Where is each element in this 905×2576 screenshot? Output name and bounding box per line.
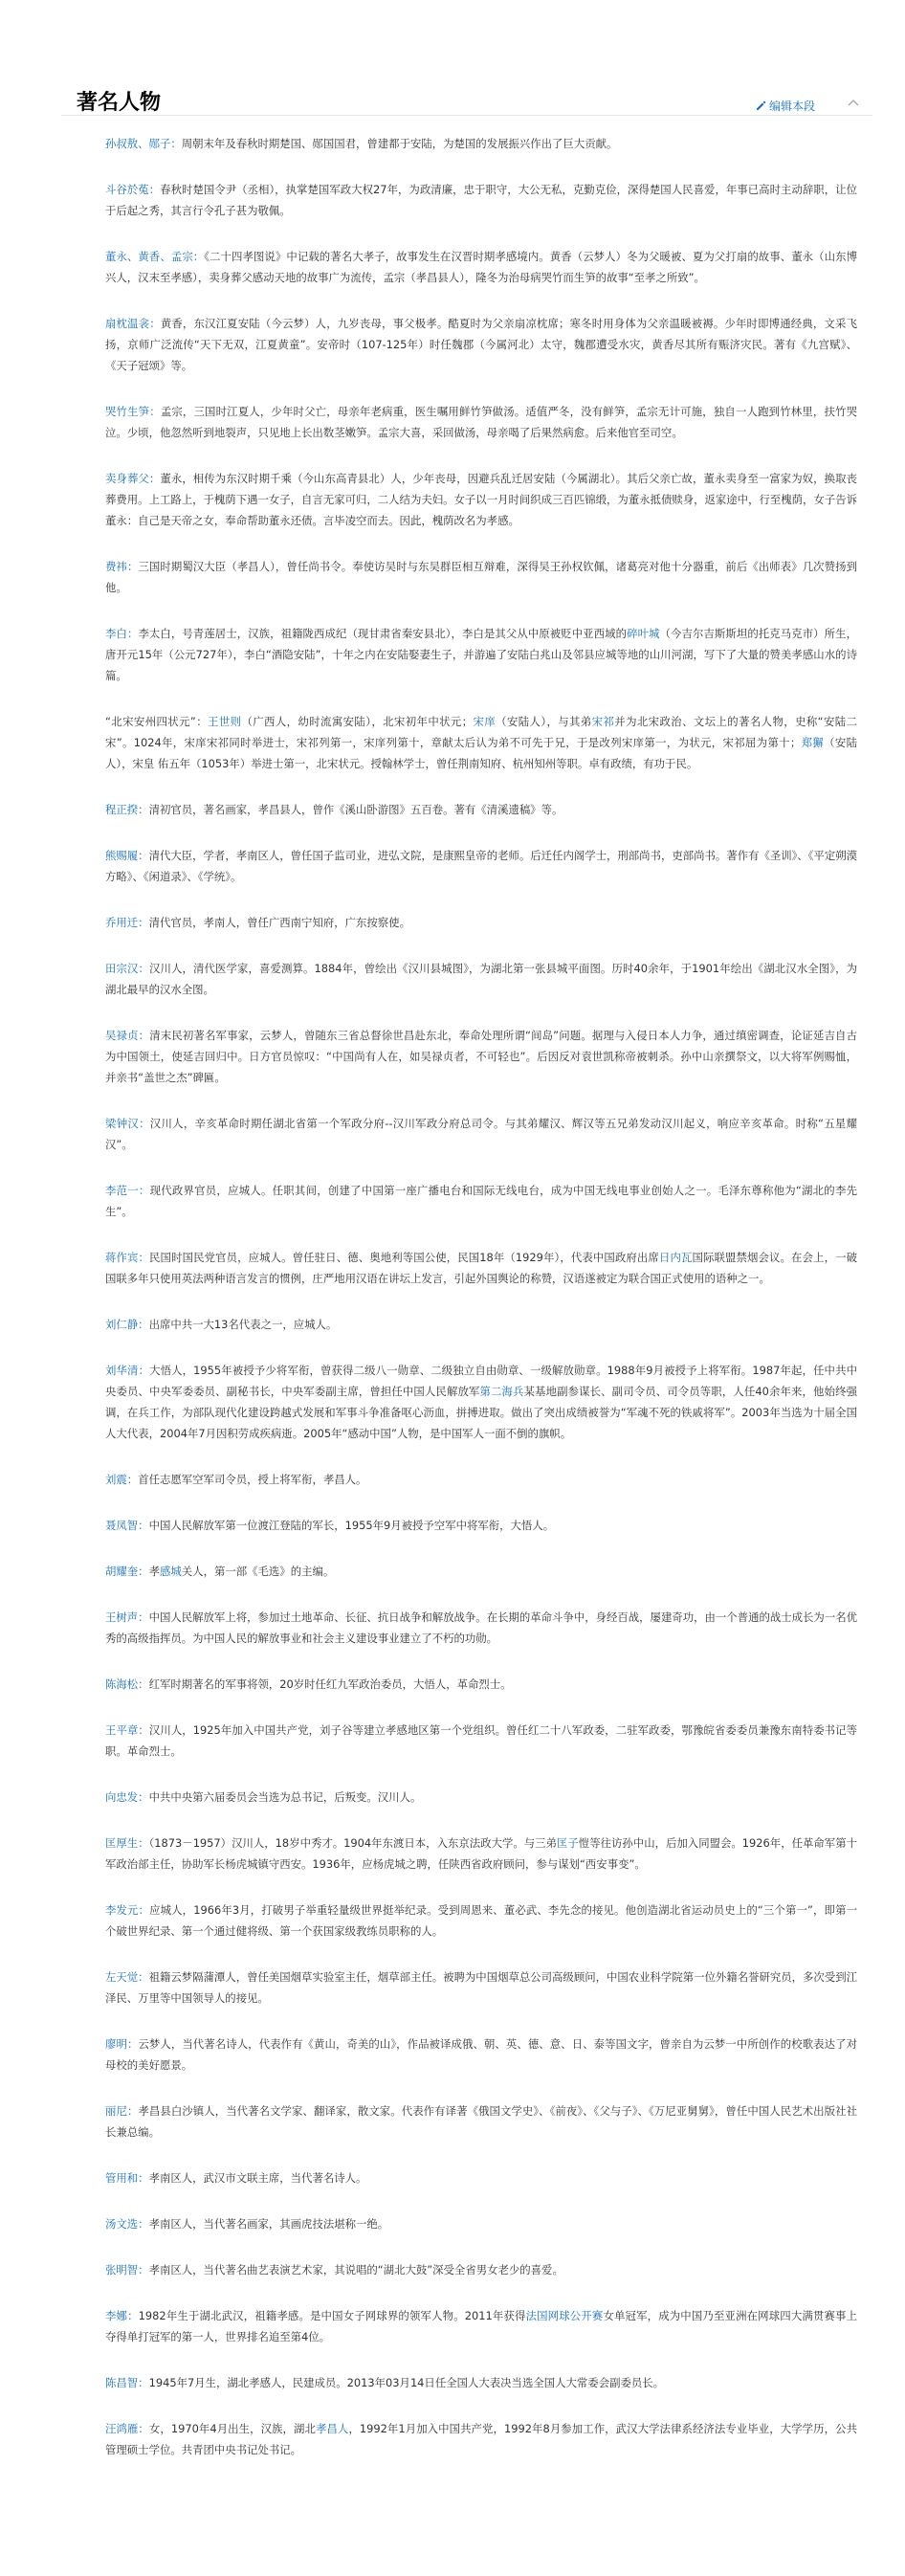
person-entry [105,2418,872,2460]
person-text: 云梦人，当代著名诗人，代表作有《黄山，奇美的山》，作品被译成俄、朝、英、德、意、日、泰等国文字，曾亲自为云梦一中所创作的校歌表达了对母校的美好愿景。 [105,2037,857,2072]
person-description [105,1247,857,1289]
person-name-link[interactable]: 李白： [105,627,139,640]
person-entry [105,1607,872,1649]
person-entry [105,1899,872,1942]
inline-link[interactable]: 碎叶城 [627,627,660,640]
person-entry [105,2213,872,2234]
person-entry [105,1720,872,1762]
person-text: 中国人民解放军上将，参加过土地革命、长征、抗日战争和解放战争。在长期的革命斗争中，身经百战，屡建奇功，由一个普通的战士成长为一名优秀的高级指挥员。为中国人民的解放事业和社会主义建设事业建立了不朽的功勋。 [105,1610,857,1645]
person-description [105,1720,857,1762]
person-name-link[interactable]: 匡厚生： [105,1836,149,1850]
person-name-link[interactable]: 斗谷於菟： [105,183,161,196]
person-text: 中共中央第六届委员会当选为总书记，后叛变。汉川人。 [148,1790,422,1804]
person-description [105,2372,857,2393]
person-description [105,1314,857,1335]
person-entry [105,2100,872,2143]
person-text: 应城人，1966年3月，打破男子举重轻量级世界挺举纪录。受到周恩来、董必武、李先念的接见。他创造湖北省运动员史上的“三个第一”，即第一个破世界纪录、第一个通过健将级、第一个获国家级教练员职称的人。 [105,1903,857,1938]
person-name-link[interactable]: 王平章： [105,1723,149,1737]
inline-link[interactable]: 孝昌人 [315,2422,349,2435]
person-name-link[interactable]: 程正揆： [105,803,149,816]
person-text: 孟宗，三国时江夏人，少年时父亡，母亲年老病重，医生嘱用鲜竹笋做汤。适值严冬，没有鲜笋，孟宗无计可施，独自一人跑到竹林里，扶竹哭泣。少顷，他忽然听到地裂声，只见地上长出数茎嫩笋。孟宗大喜，采回做汤，母亲喝了后果然病愈。后来他官至司空。 [105,405,857,439]
person-description [105,2259,857,2280]
person-name-link[interactable]: 梁钟汉： [105,1117,150,1130]
person-description [105,1360,857,1444]
person-description [105,313,857,376]
person-text: 1982年生于湖北武汉，祖籍孝感。是中国女子网球界的领军人物。2011年获得法国网球公开赛女单冠军，成为中国乃至亚洲在网球四大满贯赛事上夺得单打冠军的第一人，世界排名追至第4位。 [105,2309,857,2343]
person-name-link[interactable]: 蒋作宾： [105,1251,150,1264]
person-entry [105,1247,872,1289]
person-text: 出席中共一大13名代表之一，应城人。 [148,1318,338,1331]
person-text: 大悟人，1955年被授予少将军衔，曾获得二级八一勋章、二级独立自由勋章、一级解放勋章。1988年9月被授予上将军衔。1987年起，任中共中央委员、中央军委委员、副秘书长，中央军委副主席，曾担任中国人民解放军第二海兵某基地副参谋长、副司令员、司令员等职，人任40余年来，他始终强调，在兵工作，为部队现代化建设跨越式发展和军事斗争准备呕心沥血，拼搏进取。做出了突出成绩被誉为“军魂不死的铁戚将军”。2003年当选为十届全国人大代表，2004年7月因积劳成疾病逝。2005年“感动中国”人物，是中国军人一面不倒的旗帜。 [105,1364,857,1440]
person-entry [105,1561,872,1582]
person-name-link[interactable]: 乔用迁： [105,916,149,929]
person-description [105,912,857,933]
person-text: 汉川人，清代医学家，喜爱测算。1884年，曾绘出《汉川县城图》，为湖北第一张县城平面图。历时40余年，于1901年绘出《湖北汉水全图》，为湖北最早的汉水全图。 [105,962,857,996]
person-description [105,623,857,686]
person-text: 孝南区人，当代著名曲艺表演艺术家，其说唱的“湖北大鼓”深受全省男女老少的喜爱。 [148,2263,563,2276]
person-name-link[interactable]: 廖明： [105,2037,139,2051]
person-name-link[interactable]: 扇枕温衾： [105,317,161,330]
collapse-button[interactable] [846,96,861,111]
inline-link[interactable]: 郑獬 [801,736,825,749]
person-entry [105,2259,872,2280]
person-description [105,799,857,820]
person-text: 女，1970年4月出生，汉族，湖北孝昌人，1992年1月加入中国共产党，1992年8月参加工作，武汉大学法律系经济法专业毕业，大学学历，公共管理硕士学位。共青团中央书记处书记。 [105,2422,857,2456]
person-text: （1873－1957）汉川人，18岁中秀才。1904年东渡日本，入东京法政大学。与三弟匡子愷等往访孙中山，后加入同盟会。1926年，任革命军第十军政治部主任，协助军长杨虎城镇守西安。1936年，应杨虎城之聘，任陕西省政府顾问，参与谋划“西安事变”。 [105,1836,857,1871]
person-text: “北宋安州四状元”：王世则（广西人，幼时流寓安陆），北宋初年中状元；宋庠（安陆人），与其弟宋祁并为北宋政治、文坛上的著名人物，史称“安陆二宋”。1024年，宋庠宋祁同时举进士，宋祁列第一，宋庠列第十，章献太后认为弟不可先于兄，于是改列宋庠第一，为状元，宋祁屈为第十；郑獬（安陆人），宋皇 佑五年（1053年）举进士第一，北宋状元。授翰林学士，曾任荆南知府、杭州知州等职。卓有政绩，有功于民。 [105,715,857,770]
edit-pencil-icon [755,100,766,111]
person-entry [105,711,872,774]
person-name-link[interactable]: 张明智： [105,2263,149,2276]
person-text: 董永，相传为东汉时期千乘（今山东高青县北）人，少年丧母，因避兵乱迁居安陆（今属湖北）。其后父亲亡故，董永卖身至一富家为奴，换取丧葬费用。上工路上，于槐荫下遇一女子，自言无家可归，二人结为夫妇。女子以一月时间织成三百匹锦缎，为董永抵债赎身，返家途中，行至槐荫，女子告诉董永：自己是天帝之女，奉命帮助董永还债。言毕凌空而去。因此，槐荫改名为孝感。 [105,472,857,527]
person-entry [105,1832,872,1875]
person-entry [105,912,872,933]
person-text: 孝南区人，当代著名画家，其画虎技法堪称一绝。 [148,2217,389,2231]
person-description [105,179,857,221]
person-description [105,401,857,443]
person-text: 《二十四孝图说》中记载的著名大孝子，故事发生在汉晋时期孝感境内。黄香（云梦人）冬为父暖被、夏为父打扇的故事、董永（山东博兴人，汉末至孝感），卖身葬父感动天地的故事广为流传，孟宗（孝昌县人），隆冬为治母病哭竹而生笋的故事“至孝之所致”。 [105,250,857,284]
person-entry [105,623,872,686]
person-name-link[interactable]: 田宗汉： [105,962,150,975]
person-text: 现代政界官员，应城人。任职其间，创建了中国第一座广播电台和国际无线电台，成为中国无线电事业创始人之一。毛泽东尊称他为“湖北的李先生”。 [105,1184,857,1218]
person-name-link[interactable]: 吴禄贞： [105,1029,150,1042]
person-name-link[interactable]: 王树声： [105,1610,149,1624]
section-header [61,57,872,116]
person-entry [105,799,872,820]
person-description [105,2418,857,2460]
person-description [105,1469,857,1490]
person-description [105,468,857,531]
person-description [105,845,857,887]
person-entry [105,1674,872,1695]
person-name-link[interactable]: 董永、黄香、孟宗： [105,250,205,263]
person-description [105,1561,857,1582]
person-description [105,711,857,774]
person-name-link[interactable]: 费祎： [105,560,139,573]
person-text: 汉川人，辛亥革命时期任湖北省第一个军政分府--汉川军政分府总司令。与其弟耀汉、辉汉等五兄弟发动汉川起义，响应辛亥革命。时称“五星耀汉”。 [105,1117,857,1151]
person-description [105,1515,857,1536]
person-entry [105,1515,872,1536]
person-description [105,1899,857,1942]
person-entry [105,401,872,443]
chevron-up-icon [846,96,861,111]
person-text: 祖籍云梦隔蒲潭人，曾任美国烟草实验室主任，烟草部主任。被聘为中国烟草总公司高级顾问，中国农业科学院第一位外籍名誉研究员，多次受到江泽民、万里等中国领导人的接见。 [105,1970,857,2005]
person-text: 清代大臣，学者，孝南区人，曾任国子监司业，进弘文院，是康熙皇帝的老师。后迁任内阁学士，刑部尚书，吏部尚书。著作有《圣训》、《平定朔漠方略》、《闲道录》、《学统》。 [105,849,857,883]
person-name-link[interactable]: 汪鸿雁： [105,2422,149,2435]
person-entry [105,468,872,531]
person-name-link[interactable]: 刘华清： [105,1364,150,1377]
person-text: 清代官员，孝南人，曾任广西南宁知府，广东按察使。 [148,916,410,929]
person-text: 首任志愿军空军司令员，授上将军衔，孝昌人。 [138,1473,367,1486]
person-name-link[interactable]: 聂凤智： [105,1519,149,1532]
person-name-link[interactable]: 李发元： [105,1903,150,1917]
inline-link[interactable]: 王世则 [208,715,242,728]
person-description [105,1180,857,1222]
person-text: 孝昌县白沙镇人，当代著名文学家、翻译家，散文家。代表作有译著《俄国文学史》、《前夜》、《父与子》、《万尼亚舅舅》，曾任中国人民艺术出版社社长兼总编。 [105,2104,857,2139]
person-description [105,958,857,1000]
person-description [105,246,857,288]
person-name-link[interactable]: 李娜： [105,2309,139,2322]
person-text: 清末民初著名军事家，云梦人，曾随东三省总督徐世昌赴东北，奉命处理所谓“间岛”问题。据理与入侵日本人力争，通过缜密调查，论证延吉自古为中国领土，使延吉回归中。日方官员惊叹：“中国尚有人在，如吴禄贞者，不可轻也”。后因反对袁世凯称帝被刺杀。孙中山亲撰祭文，以大将军例赐恤，并亲书“盖世之杰”碑匾。 [105,1029,857,1084]
person-text: 黄香，东汉江夏安陆（今云梦）人，九岁丧母，事父极孝。酷夏时为父亲扇凉枕席；寒冬时用身体为父亲温暖被褥。少年时即博通经典，文采飞扬，京师广泛流传“天下无双，江夏黄童”。安帝时（107-125年）时任魏郡（今属河北）太守，魏郡遭受水灾，黄香尽其所有赈济灾民。著有《九宫赋》、《天子冠颂》等。 [105,317,857,372]
inline-link[interactable]: 日内瓦 [658,1251,693,1264]
person-text: 周朝末年及春秋时期楚国、郧国国君，曾建都于安陆，为楚国的发展振兴作出了巨大贡献。 [181,137,618,150]
person-description [105,133,857,154]
person-name-link[interactable]: 汤文选： [105,2217,149,2231]
person-entry [105,246,872,288]
person-entry [105,2167,872,2188]
person-name-link[interactable]: 卖身葬父： [105,472,161,485]
person-name-link[interactable]: 向忠发： [105,1790,149,1804]
person-entry [105,313,872,376]
famous-people-list [61,116,872,2460]
person-description [105,2305,857,2347]
person-entry [105,1113,872,1155]
person-description [105,1832,857,1875]
inline-link[interactable]: 宋庠 [473,715,497,728]
inline-link[interactable]: 宋祁 [591,715,615,728]
person-description [105,2033,857,2076]
person-text: 春秋时楚国令尹（丞相），执掌楚国军政大权27年，为政清廉，忠于职守，大公无私，克勤克俭，深得楚国人民喜爱，年事已高时主动辞职，让位于后起之秀，其言行令孔子甚为敬佩。 [105,183,857,217]
person-name-link[interactable]: 刘震： [105,1473,139,1486]
person-entry [105,1966,872,2009]
person-text: 孝感城关人，第一部《毛选》的主编。 [148,1565,335,1578]
person-entry [105,1025,872,1088]
person-name-link[interactable]: 哭竹生笋： [105,405,161,418]
person-description [105,2100,857,2143]
person-text: 1945年7月生，湖北孝感人，民建成员。2013年03月14日任全国人大表决当选全国人大常委会副委员长。 [148,2376,665,2389]
person-entry [105,1360,872,1444]
inline-link[interactable]: 感城 [159,1565,182,1578]
person-name-link[interactable]: 管用和： [105,2171,149,2185]
person-entry [105,2305,872,2347]
person-entry [105,2372,872,2393]
person-entry [105,179,872,221]
person-description [105,556,857,598]
person-entry [105,958,872,1000]
person-description [105,2167,857,2188]
person-text: 三国时期蜀汉大臣（孝昌人），曾任尚书令。奉使访吴时与东吴群臣相互辩难，深得吴王孙权钦佩，诸葛亮对他十分器重，前后《出师表》几次赞扬到他。 [105,560,857,594]
person-description [105,2213,857,2234]
person-description [105,1607,857,1649]
person-text: 清初官员，著名画家，孝昌县人，曾作《溪山卧游图》五百卷。著有《清溪遗稿》等。 [148,803,563,816]
edit-section-button[interactable] [755,98,815,114]
person-name-link[interactable]: 陈昌智： [105,2376,149,2389]
person-description [105,1674,857,1695]
edit-section-label: 编辑本段 [768,100,815,113]
person-text: 民国时国民党官员，应城人。曾任驻日、德、奥地利等国公使，民国18年（1929年），代表中国政府出席日内瓦国际联盟禁烟会议。在会上，一破国联多年只使用英法两种语言发言的惯例，庄严地用汉语在讲坛上发言，引起外国舆论的称赞，汉语遂被定为联合国正式使用的语种之一。 [105,1251,857,1285]
inline-link[interactable]: 第二海兵 [479,1385,524,1398]
person-entry [105,2033,872,2076]
person-text: 红军时期著名的军事将领，20岁时任红九军政治委员，大悟人，革命烈士。 [148,1677,512,1691]
person-entry [105,1180,872,1222]
person-name-link[interactable]: 丽尼： [105,2104,139,2118]
person-name-link[interactable]: 左天觉： [105,1970,149,1984]
person-description [105,1025,857,1088]
person-entry [105,1314,872,1335]
person-text: 李太白，号青莲居士，汉族，祖籍陇西成纪（现甘肃省秦安县北），李白是其父从中原被贬中亚西域的碎叶城（今吉尔吉斯斯坦的托克马克市）所生，唐开元15年（公元727年），李白“酒隐安陆”，十年之内在安陆娶妻生子，并游遍了安陆白兆山及邻县应城等地的山川河湖，写下了大量的赞美孝感山水的诗篇。 [105,627,857,682]
person-description [105,1966,857,2009]
person-entry [105,1469,872,1490]
person-description [105,1113,857,1155]
inline-link[interactable]: 法国网球公开赛 [525,2309,604,2322]
person-name-link[interactable]: 陈海松： [105,1677,149,1691]
person-entry [105,845,872,887]
person-text: 汉川人，1925年加入中国共产党，刘子谷等建立孝感地区第一个党组织。曾任红二十八军政委，二驻军政委，鄂豫皖省委委员兼豫东南特委书记等职。革命烈士。 [105,1723,857,1758]
person-entry [105,133,872,154]
person-name-link[interactable]: 熊赐履： [105,849,149,862]
person-entry [105,1787,872,1808]
person-text: 孝南区人，武汉市文联主席，当代著名诗人。 [148,2171,367,2185]
person-entry [105,556,872,598]
person-name-link[interactable]: 李范一： [105,1184,150,1197]
section-title: 著名人物 [77,91,162,115]
person-name-link[interactable]: 胡耀奎： [105,1565,149,1578]
person-name-link[interactable]: 孙叔敖、郧子： [105,137,182,150]
person-description [105,1787,857,1808]
inline-link[interactable]: 匡子 [556,1836,579,1850]
person-name-link[interactable]: 刘仁静： [105,1318,149,1331]
person-text: 中国人民解放军第一位渡江登陆的军长，1955年9月被授予空军中将军衔，大悟人。 [148,1519,555,1532]
